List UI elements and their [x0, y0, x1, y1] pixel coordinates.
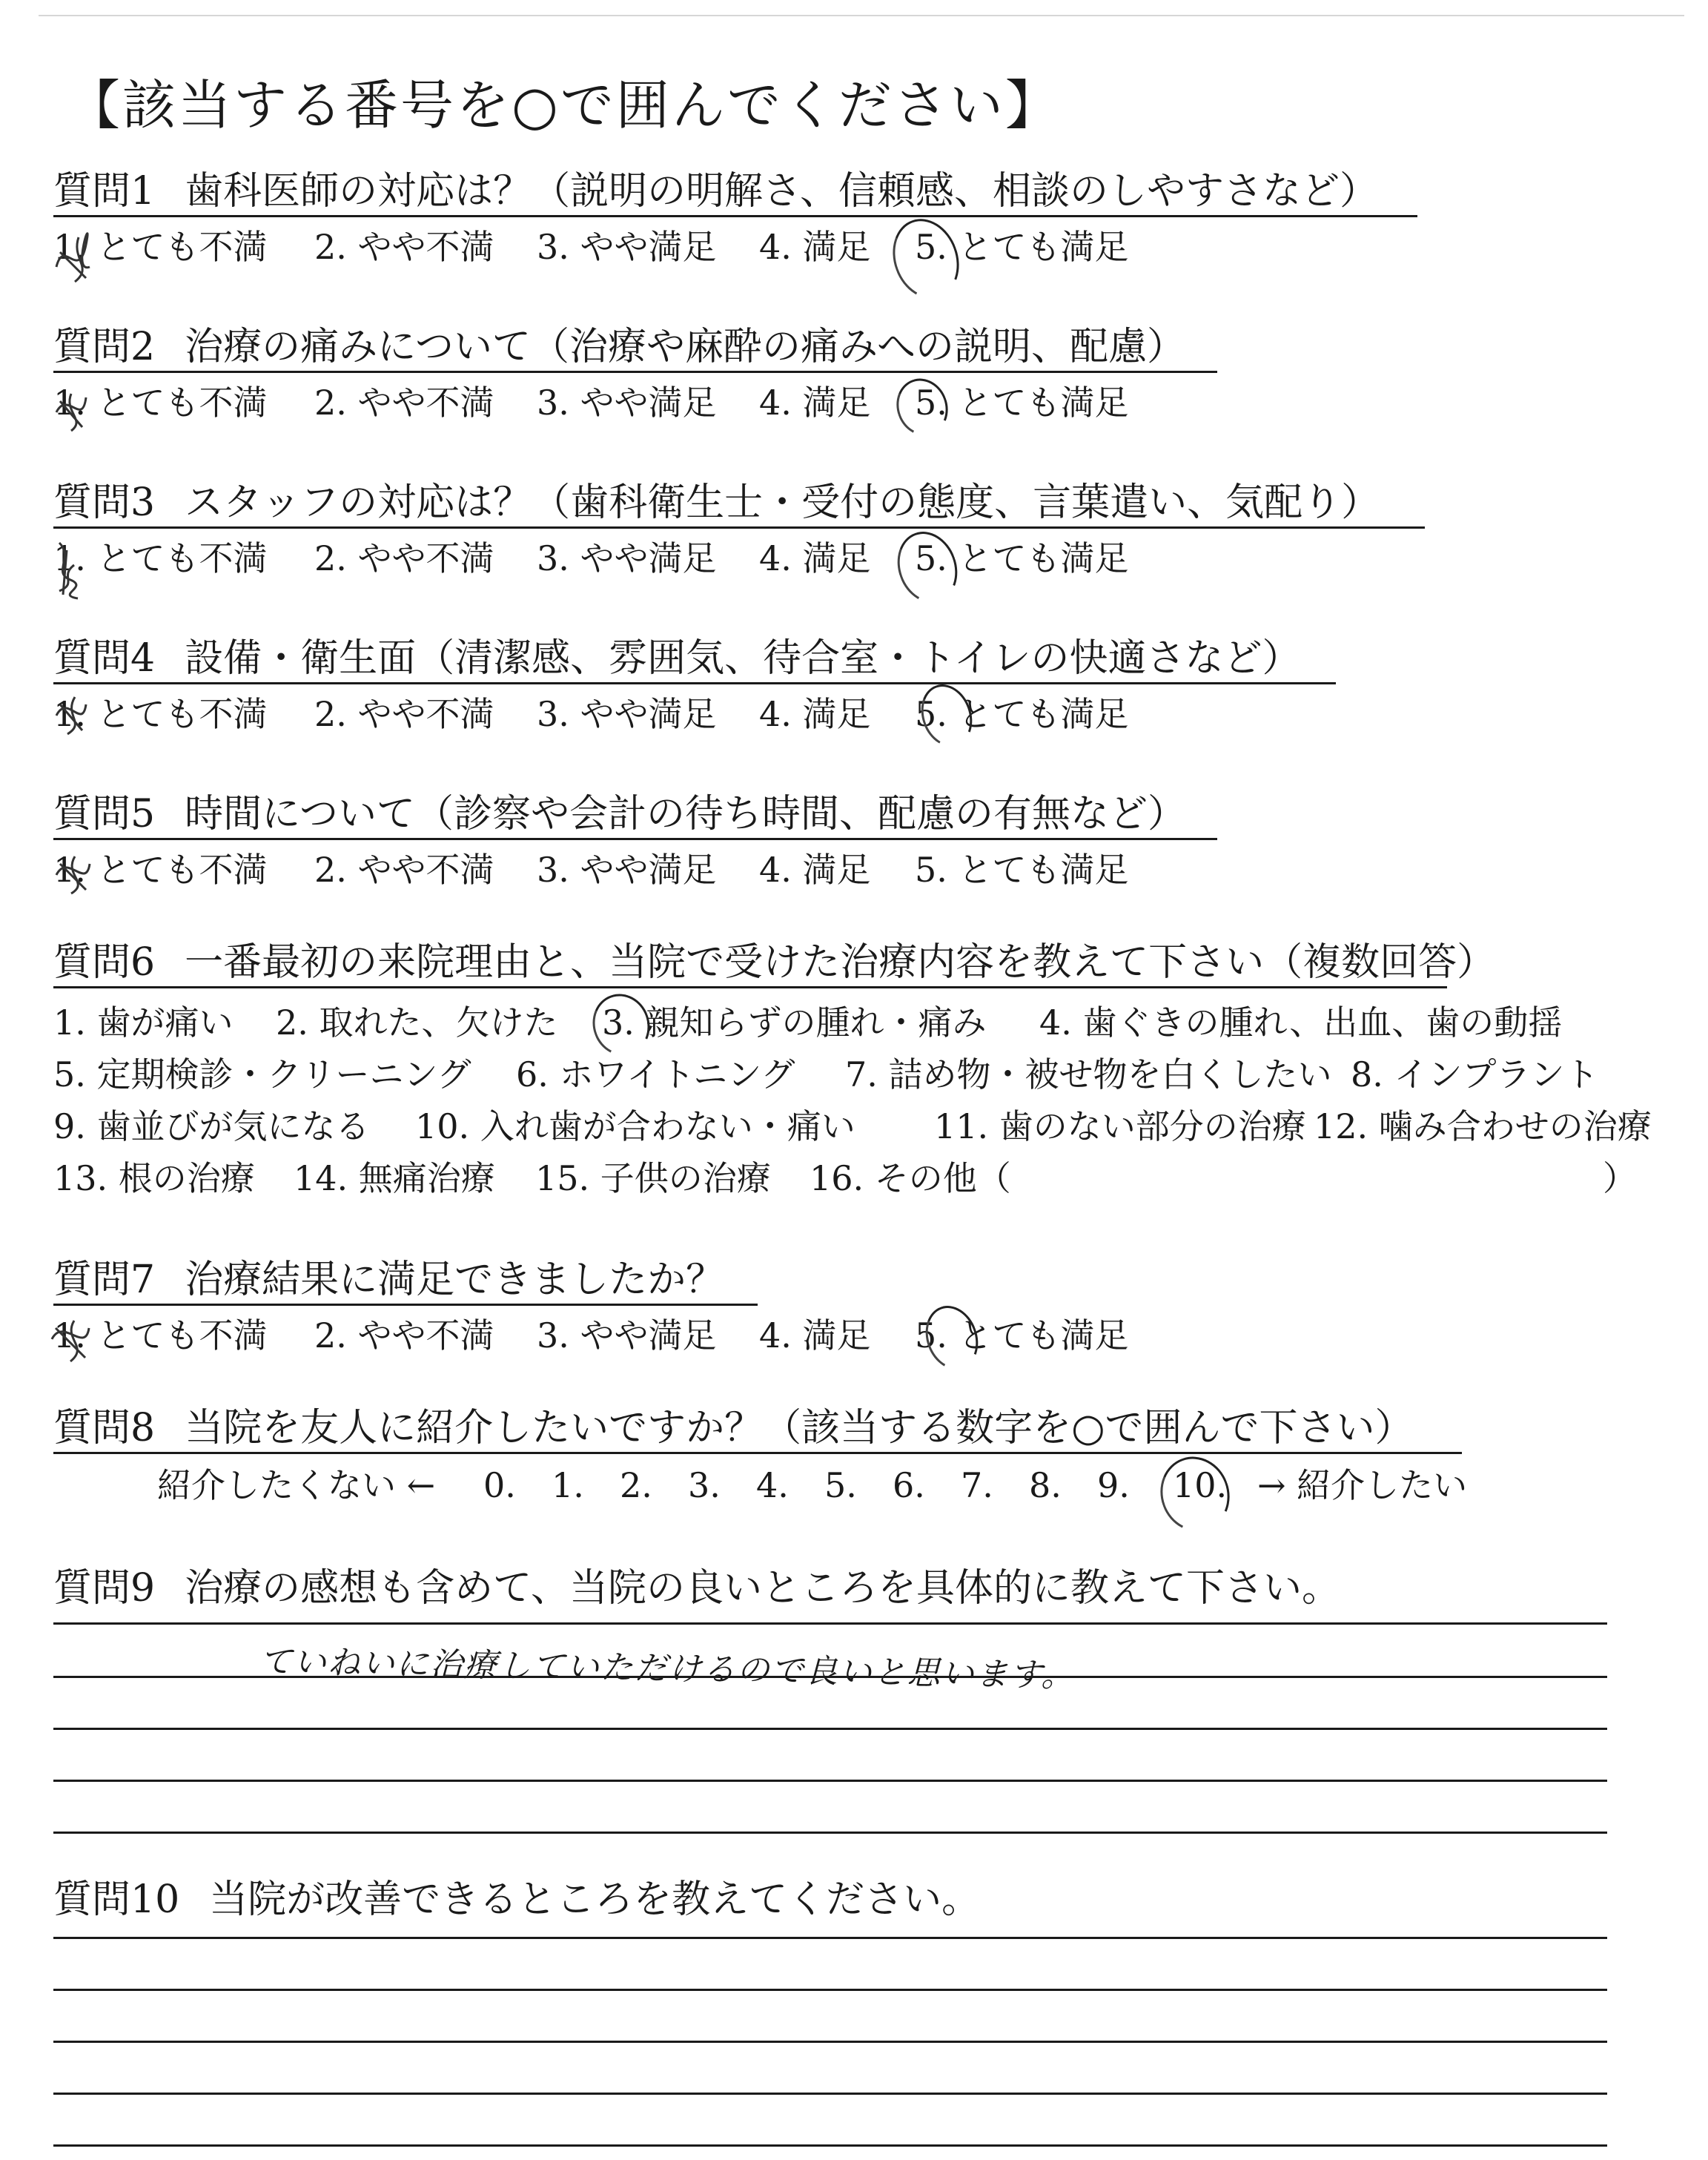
selection-circle [882, 210, 970, 308]
page-top-rule [39, 15, 1684, 16]
q6-option[interactable]: 5. 定期検診・クリーニング [53, 1054, 471, 1094]
option-2[interactable]: 2. やや不満 [314, 1315, 494, 1355]
question-text: 治療の感想も含めて、当院の良いところを具体的に教えて下さい。 [185, 1566, 1341, 1611]
question-text: 当院を友人に紹介したいですか？（該当する数字を○で囲んで下さい） [185, 1406, 1414, 1450]
page-heading: 【該当する番号を○で囲んでください】 [67, 74, 1061, 136]
question-underline [53, 838, 1217, 840]
question-4 [53, 636, 1301, 681]
q6-option[interactable]: 14. 無痛治療 [294, 1158, 495, 1198]
option-2[interactable]: 2. やや不満 [314, 538, 494, 578]
cross-out-scribble [49, 222, 101, 289]
option-5[interactable]: 5. とても満足 [915, 850, 1129, 890]
question-text: 当院が改善できるところを教えてください。 [209, 1877, 981, 1922]
question-number: 質問10 [53, 1877, 180, 1922]
question-number: 質問8 [53, 1406, 156, 1450]
q6-other-close-paren: ） [1603, 1158, 1637, 1198]
writing-line [53, 1937, 1607, 1939]
q6-option[interactable]: 7. 詰め物・被せ物を白くしたい [845, 1054, 1332, 1094]
question-text: 歯科医師の対応は？（説明の明解さ、信頼感、相談のしやすさなど） [185, 169, 1379, 214]
question-3 [53, 480, 1380, 525]
question-number: 質問3 [53, 480, 156, 525]
option-4[interactable]: 4. 満足 [759, 694, 871, 734]
scale-left-label: 紹介したくない ← [157, 1465, 436, 1505]
q6-option[interactable]: 9. 歯並びが気になる [53, 1106, 370, 1146]
option-5[interactable]: 5. とても満足 [915, 227, 1129, 267]
writing-line [53, 1728, 1607, 1730]
scale-10[interactable]: 10. [1173, 1465, 1228, 1505]
q6-option[interactable]: 13. 根の治療 [53, 1158, 255, 1198]
q6-option-other[interactable]: 16. その他（ [810, 1158, 1011, 1198]
option-4[interactable]: 4. 満足 [759, 850, 871, 890]
scale-7[interactable]: 7. [961, 1465, 993, 1505]
handwritten-answer: ていねいに治療していただけるので良いと思います。 [259, 1642, 1076, 1695]
scale-3[interactable]: 3. [688, 1465, 721, 1505]
option-1[interactable]: 1. とても不満 [53, 1315, 268, 1355]
option-3[interactable]: 3. やや満足 [537, 227, 717, 267]
q6-option[interactable]: 11. 歯のない部分の治療 [934, 1106, 1306, 1146]
question-text: 時間について（診察や会計の待ち時間、配慮の有無など） [185, 792, 1187, 836]
scale-9[interactable]: 9. [1097, 1465, 1130, 1505]
question-number: 質問4 [53, 636, 156, 681]
question-number: 質問2 [53, 325, 156, 369]
question-7 [53, 1258, 725, 1302]
q6-option[interactable]: 4. 歯ぐきの腫れ、出血、歯の動揺 [1039, 1003, 1563, 1043]
question-text: 設備・衛生面（清潔感、雰囲気、待合室・トイレの快適さなど） [185, 636, 1301, 681]
option-1[interactable]: 1. とても不満 [53, 383, 268, 423]
scale-right-label: → 紹介したい [1257, 1465, 1468, 1505]
question-8 [53, 1406, 1414, 1450]
selection-circle [913, 677, 980, 753]
question-text: 治療の痛みについて（治療や麻酔の痛みへの説明、配慮） [185, 325, 1186, 369]
option-4[interactable]: 4. 満足 [759, 227, 871, 267]
question-9 [53, 1566, 1341, 1611]
question-number: 質問9 [53, 1566, 156, 1611]
option-5[interactable]: 5. とても満足 [915, 383, 1129, 423]
option-4[interactable]: 4. 満足 [759, 383, 871, 423]
writing-line [53, 2041, 1607, 2043]
selection-circle [584, 986, 658, 1064]
q6-option[interactable]: 12. 噛み合わせの治療 [1314, 1106, 1652, 1146]
option-1[interactable]: 1. とても不満 [53, 850, 268, 890]
scale-6[interactable]: 6. [893, 1465, 925, 1505]
option-3[interactable]: 3. やや満足 [537, 1315, 717, 1355]
writing-line [53, 1676, 1607, 1678]
question-text: 治療結果に満足できましたか？ [185, 1258, 725, 1302]
option-4[interactable]: 4. 満足 [759, 538, 871, 578]
scale-4[interactable]: 4. [756, 1465, 789, 1505]
question-2 [53, 325, 1186, 369]
selection-circle [888, 524, 967, 612]
writing-line [53, 1780, 1607, 1782]
option-2[interactable]: 2. やや不満 [314, 227, 494, 267]
option-2[interactable]: 2. やや不満 [314, 383, 494, 423]
selection-circle [1150, 1447, 1239, 1541]
option-3[interactable]: 3. やや満足 [537, 694, 717, 734]
writing-line [53, 1989, 1607, 1991]
q6-option[interactable]: 2. 取れた、欠けた [276, 1003, 558, 1043]
question-underline [53, 215, 1417, 217]
question-underline [53, 1304, 758, 1306]
scale-5[interactable]: 5. [824, 1465, 857, 1505]
question-underline [53, 526, 1425, 529]
question-underline [53, 1452, 1462, 1454]
option-1[interactable]: 1. とても不満 [53, 227, 268, 267]
cross-out-scribble [44, 535, 89, 602]
question-text: スタッフの対応は？（歯科衛生士・受付の態度、言葉遣い、気配り） [185, 480, 1380, 525]
q6-option[interactable]: 6. ホワイトニング [516, 1054, 795, 1094]
cross-out-scribble [49, 383, 93, 435]
q6-option[interactable]: 10. 入れ歯が合わない・痛い [415, 1106, 855, 1146]
cross-out-scribble [49, 690, 93, 742]
question-text: 一番最初の来院理由と、当院で受けた治療内容を教えて下さい（複数回答） [185, 940, 1496, 985]
writing-line [53, 1832, 1607, 1834]
option-2[interactable]: 2. やや不満 [314, 850, 494, 890]
question-underline [53, 682, 1336, 684]
question-6 [53, 940, 1496, 985]
writing-line [53, 2093, 1607, 2095]
q6-option[interactable]: 15. 子供の治療 [535, 1158, 771, 1198]
question-number: 質問6 [53, 940, 156, 985]
q6-option[interactable]: 3. 親知らずの腫れ・痛み [602, 1003, 987, 1043]
option-3[interactable]: 3. やや満足 [537, 538, 717, 578]
question-number: 質問1 [53, 169, 156, 214]
scale-2[interactable]: 2. [620, 1465, 652, 1505]
q6-option[interactable]: 8. インプラント [1351, 1054, 1599, 1094]
question-10 [53, 1877, 981, 1922]
option-3[interactable]: 3. やや満足 [537, 850, 717, 890]
writing-line [53, 1622, 1607, 1625]
option-5[interactable]: 5. とても満足 [915, 694, 1129, 734]
option-5[interactable]: 5. とても満足 [915, 538, 1129, 578]
option-4[interactable]: 4. 満足 [759, 1315, 871, 1355]
question-underline [53, 986, 1447, 988]
cross-out-scribble [49, 845, 101, 897]
question-number: 質問5 [53, 792, 156, 836]
option-1[interactable]: 1. とても不満 [53, 694, 268, 734]
selection-circle [917, 1298, 987, 1377]
question-5 [53, 792, 1187, 836]
scale-1[interactable]: 1. [552, 1465, 584, 1505]
cross-out-scribble [44, 1309, 104, 1369]
writing-line [53, 2144, 1607, 2147]
q6-option[interactable]: 1. 歯が痛い [53, 1003, 234, 1043]
question-number: 質問7 [53, 1258, 156, 1302]
question-1 [53, 169, 1379, 214]
option-2[interactable]: 2. やや不満 [314, 694, 494, 734]
question-underline [53, 371, 1217, 373]
option-5[interactable]: 5. とても満足 [915, 1315, 1129, 1355]
scale-8[interactable]: 8. [1029, 1465, 1062, 1505]
scale-0[interactable]: 0. [483, 1465, 516, 1505]
option-1[interactable]: 1. とても不満 [53, 538, 268, 578]
option-3[interactable]: 3. やや満足 [537, 383, 717, 423]
